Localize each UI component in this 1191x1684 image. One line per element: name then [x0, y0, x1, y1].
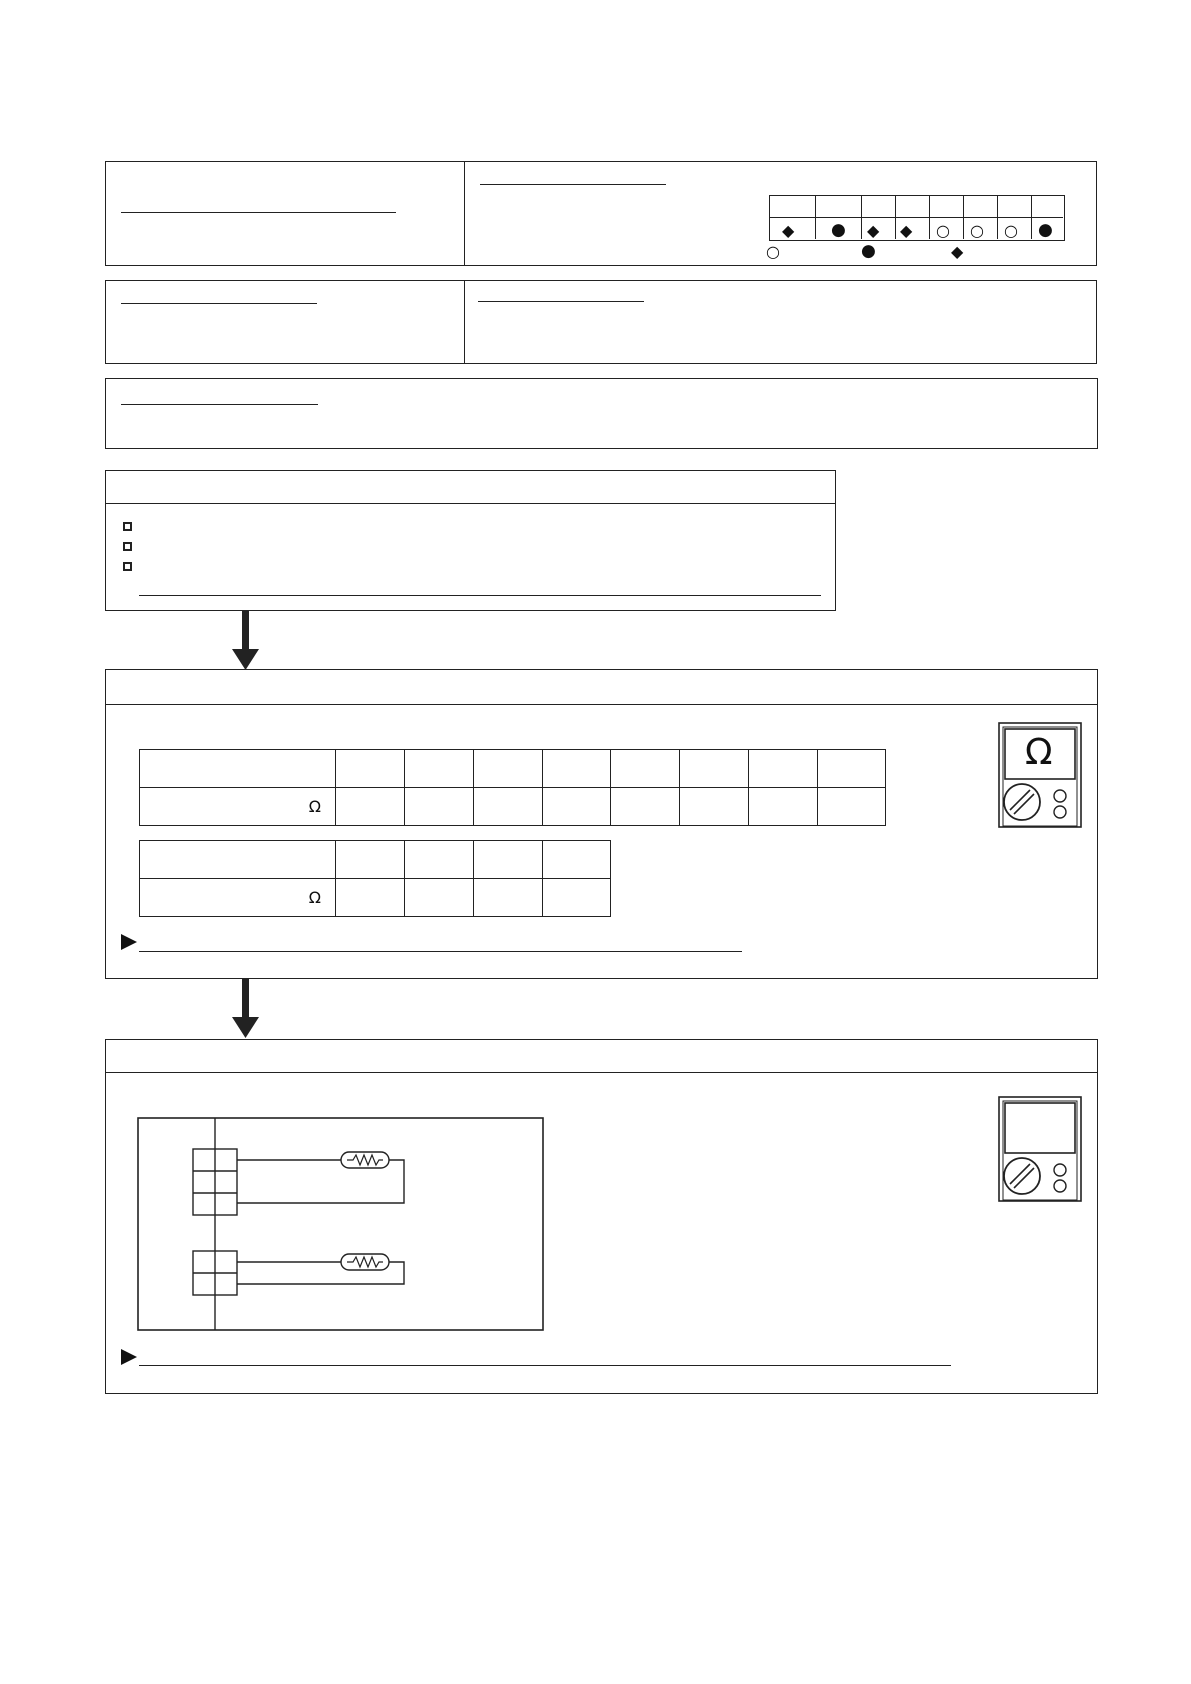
note-underline: [121, 404, 318, 405]
result-underline: [139, 1365, 951, 1366]
code-grid: [769, 195, 1065, 241]
result-arrow-icon: [121, 1349, 137, 1365]
info-panel: [105, 280, 1097, 364]
checklist-underline: [139, 595, 821, 596]
code-grid-symbol: ●: [831, 220, 846, 240]
code-grid-symbol: ◆: [782, 221, 795, 240]
code-grid-symbol: ◆: [867, 221, 880, 240]
legend-symbol-open-circle: ○: [766, 242, 780, 261]
checkbox[interactable]: [123, 542, 132, 551]
resistance-table-2: [139, 840, 611, 917]
multimeter-icon: [998, 1096, 1082, 1202]
info-underline-right: [478, 301, 644, 302]
info-underline-left: [121, 303, 317, 304]
checklist-header-divider: [105, 503, 836, 504]
checkbox[interactable]: [123, 522, 132, 531]
code-grid-symbol: ○: [1004, 221, 1018, 240]
ohm-unit-label: Ω: [308, 797, 321, 816]
code-grid-symbol: ○: [936, 221, 950, 240]
meter-display-ohm: Ω: [1025, 732, 1053, 773]
resistance-table-1: [139, 749, 886, 826]
header-divider: [464, 161, 465, 266]
note-panel: [105, 378, 1098, 449]
result-arrow-icon: [121, 934, 137, 950]
code-grid-symbol: ●: [1038, 220, 1053, 240]
resistance-header-divider: [105, 704, 1098, 705]
legend-symbol-diamond: ◆: [951, 242, 964, 261]
down-arrow: [230, 979, 262, 1039]
result-underline: [139, 951, 742, 952]
sensor-wiring-diagram: [137, 1117, 545, 1332]
code-grid-symbol: ◆: [900, 221, 913, 240]
down-arrow: [230, 611, 262, 671]
checkbox[interactable]: [123, 562, 132, 571]
header-title-underline-left: [121, 212, 396, 213]
checklist-panel: [105, 470, 836, 611]
info-divider: [464, 280, 465, 364]
ohm-unit-label: Ω: [308, 888, 321, 907]
sensor-header-divider: [105, 1072, 1098, 1073]
code-grid-symbol: ○: [970, 221, 984, 240]
legend-symbol-filled-circle: ●: [861, 241, 876, 261]
header-title-underline-right: [480, 184, 666, 185]
